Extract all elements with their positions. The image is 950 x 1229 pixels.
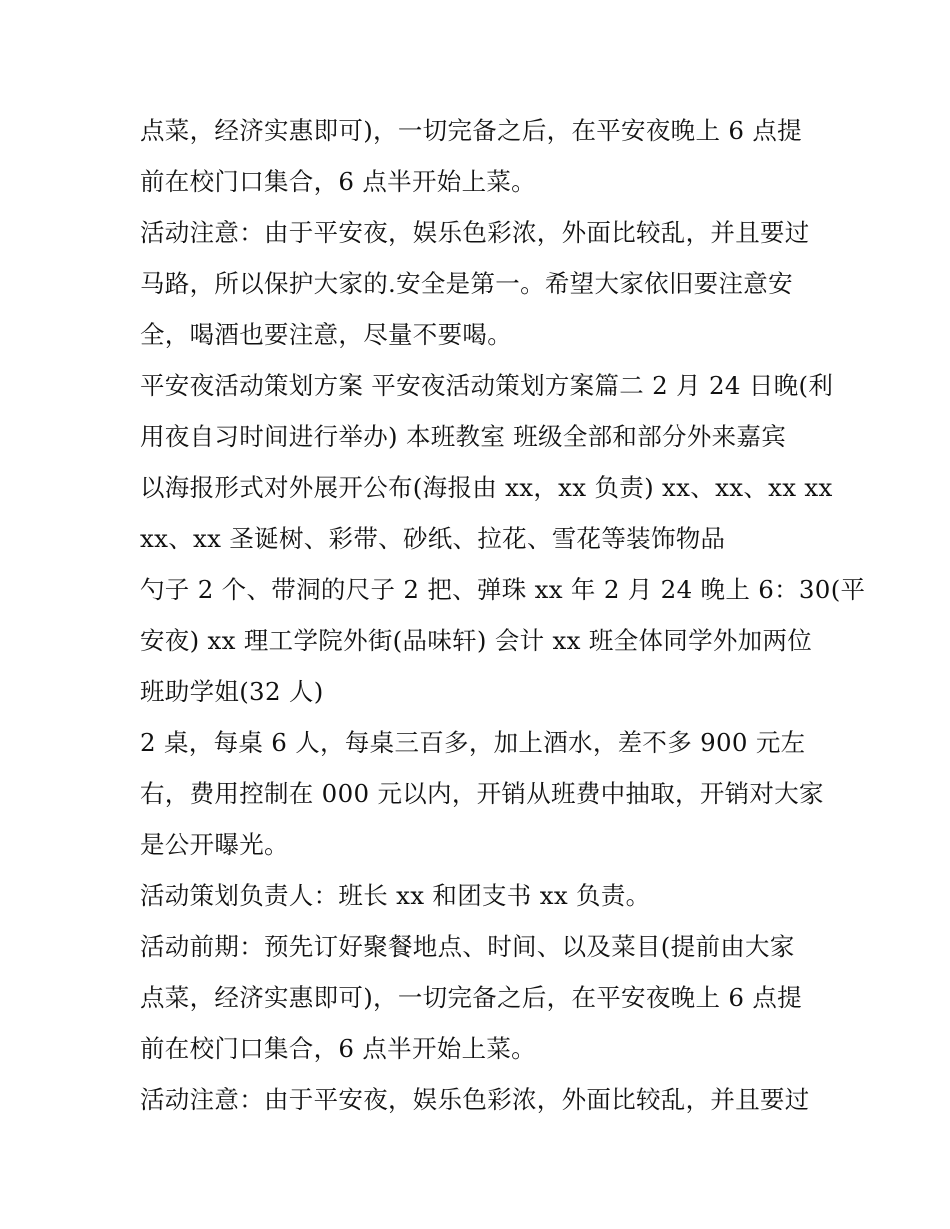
text-line: 点菜，经济实惠即可)，一切完备之后，在平安夜晚上 6 点提 — [140, 983, 802, 1012]
text-line: 平安夜活动策划方案 平安夜活动策划方案篇二 2 月 24 日晚(利 — [140, 371, 834, 400]
text-line: 马路，所以保护大家的.安全是第一。希望大家依旧要注意安 — [140, 269, 793, 298]
text-line: 前在校门口集合，6 点半开始上菜。 — [140, 167, 536, 196]
text-line: xx、xx 圣诞树、彩带、砂纸、拉花、雪花等装饰物品 — [140, 524, 726, 553]
text-line: 活动策划负责人：班长 xx 和团支书 xx 负责。 — [140, 881, 651, 910]
text-line: 以海报形式对外展开公布(海报由 xx，xx 负责) xx、xx、xx xx — [140, 473, 833, 502]
text-line: 2 桌，每桌 6 人，每桌三百多，加上酒水，差不多 900 元左 — [140, 728, 806, 757]
text-line: 是公开曝光。 — [140, 830, 289, 859]
text-line: 右，费用控制在 000 元以内，开销从班费中抽取，开销对大家 — [140, 779, 824, 808]
text-line: 全，喝酒也要注意，尽量不要喝。 — [140, 320, 512, 349]
text-line: 活动注意：由于平安夜，娱乐色彩浓，外面比较乱，并且要过 — [140, 1085, 810, 1114]
document-body — [140, 105, 866, 1125]
text-line: 活动注意：由于平安夜，娱乐色彩浓，外面比较乱，并且要过 — [140, 218, 810, 247]
text-line: 安夜) xx 理工学院外街(品味轩) 会计 xx 班全体同学外加两位 — [140, 626, 813, 655]
text-line: 点菜，经济实惠即可)，一切完备之后，在平安夜晚上 6 点提 — [140, 116, 802, 145]
text-line: 活动前期：预先订好聚餐地点、时间、以及菜目(提前由大家 — [140, 932, 795, 961]
text-line: 勺子 2 个、带洞的尺子 2 把、弹珠 xx 年 2 月 24 晚上 6：30(平 — [140, 575, 866, 604]
text-line: 前在校门口集合，6 点半开始上菜。 — [140, 1034, 536, 1063]
text-line: 班助学姐(32 人) — [140, 677, 324, 706]
text-line: 用夜自习时间进行举办) 本班教室 班级全部和部分外来嘉宾 — [140, 422, 787, 451]
